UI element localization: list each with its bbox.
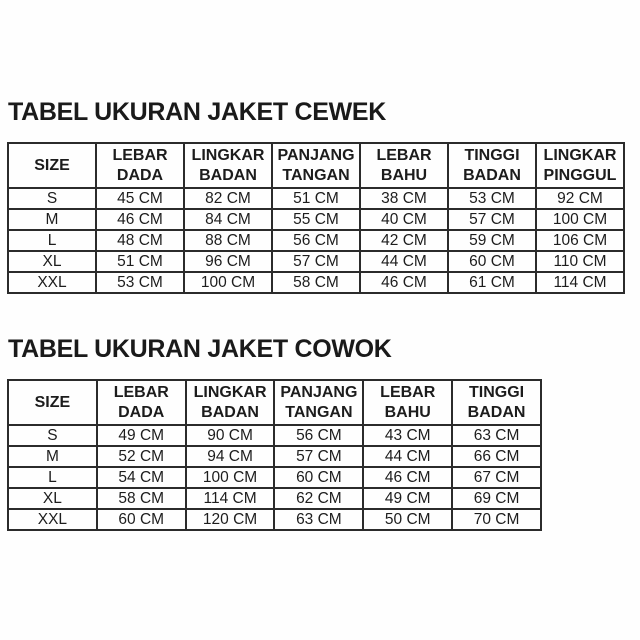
measurement-cell: 48 CM (96, 230, 184, 251)
measurement-cell: 96 CM (184, 251, 272, 272)
measurement-cell: 57 CM (272, 251, 360, 272)
column-header: LEBAR DADA (96, 143, 184, 188)
measurement-cell: 46 CM (96, 209, 184, 230)
measurement-cell: 120 CM (186, 509, 275, 530)
column-header: SIZE (8, 143, 96, 188)
size-cell: XL (8, 251, 96, 272)
table-title-cowok: TABEL UKURAN JAKET COWOK (8, 335, 392, 363)
measurement-cell: 70 CM (452, 509, 541, 530)
table-row (8, 209, 624, 230)
table-title-cewek: TABEL UKURAN JAKET CEWEK (8, 98, 386, 126)
size-cell: XXL (8, 272, 96, 293)
table-row (8, 467, 541, 488)
measurement-cell: 67 CM (452, 467, 541, 488)
measurement-cell: 53 CM (448, 188, 536, 209)
header-row (8, 380, 541, 425)
column-header: PANJANG TANGAN (274, 380, 363, 425)
column-header: LINGKAR BADAN (186, 380, 275, 425)
measurement-cell: 61 CM (448, 272, 536, 293)
measurement-cell: 63 CM (452, 425, 541, 446)
size-table-cewek (7, 142, 625, 294)
measurement-cell: 66 CM (452, 446, 541, 467)
measurement-cell: 56 CM (272, 230, 360, 251)
size-cell: M (8, 209, 96, 230)
measurement-cell: 46 CM (360, 272, 448, 293)
measurement-cell: 50 CM (363, 509, 452, 530)
measurement-cell: 100 CM (184, 272, 272, 293)
table-row (8, 488, 541, 509)
measurement-cell: 59 CM (448, 230, 536, 251)
measurement-cell: 46 CM (363, 467, 452, 488)
header-row (8, 143, 624, 188)
size-cell: XL (8, 488, 97, 509)
table-row (8, 188, 624, 209)
column-header: TINGGI BADAN (452, 380, 541, 425)
size-cell: L (8, 467, 97, 488)
measurement-cell: 114 CM (536, 272, 624, 293)
size-cell: L (8, 230, 96, 251)
column-header: LINGKAR PINGGUL (536, 143, 624, 188)
table-row (8, 509, 541, 530)
size-cell: S (8, 188, 96, 209)
measurement-cell: 88 CM (184, 230, 272, 251)
column-header: TINGGI BADAN (448, 143, 536, 188)
measurement-cell: 57 CM (448, 209, 536, 230)
measurement-cell: 114 CM (186, 488, 275, 509)
measurement-cell: 49 CM (97, 425, 186, 446)
measurement-cell: 43 CM (363, 425, 452, 446)
size-cell: M (8, 446, 97, 467)
table-row (8, 425, 541, 446)
measurement-cell: 62 CM (274, 488, 363, 509)
measurement-cell: 106 CM (536, 230, 624, 251)
measurement-cell: 44 CM (363, 446, 452, 467)
measurement-cell: 60 CM (448, 251, 536, 272)
measurement-cell: 82 CM (184, 188, 272, 209)
column-header: SIZE (8, 380, 97, 425)
measurement-cell: 90 CM (186, 425, 275, 446)
measurement-cell: 40 CM (360, 209, 448, 230)
measurement-cell: 49 CM (363, 488, 452, 509)
measurement-cell: 63 CM (274, 509, 363, 530)
measurement-cell: 38 CM (360, 188, 448, 209)
table-row (8, 272, 624, 293)
column-header: LEBAR DADA (97, 380, 186, 425)
measurement-cell: 94 CM (186, 446, 275, 467)
measurement-cell: 45 CM (96, 188, 184, 209)
measurement-cell: 60 CM (274, 467, 363, 488)
measurement-cell: 58 CM (272, 272, 360, 293)
measurement-cell: 55 CM (272, 209, 360, 230)
measurement-cell: 44 CM (360, 251, 448, 272)
column-header: LEBAR BAHU (363, 380, 452, 425)
size-cell: S (8, 425, 97, 446)
table-row (8, 251, 624, 272)
measurement-cell: 84 CM (184, 209, 272, 230)
column-header: PANJANG TANGAN (272, 143, 360, 188)
measurement-cell: 52 CM (97, 446, 186, 467)
measurement-cell: 69 CM (452, 488, 541, 509)
column-header: LEBAR BAHU (360, 143, 448, 188)
table-row (8, 230, 624, 251)
measurement-cell: 42 CM (360, 230, 448, 251)
measurement-cell: 53 CM (96, 272, 184, 293)
measurement-cell: 54 CM (97, 467, 186, 488)
measurement-cell: 60 CM (97, 509, 186, 530)
measurement-cell: 110 CM (536, 251, 624, 272)
measurement-cell: 92 CM (536, 188, 624, 209)
measurement-cell: 56 CM (274, 425, 363, 446)
measurement-cell: 51 CM (96, 251, 184, 272)
table-row (8, 446, 541, 467)
measurement-cell: 100 CM (186, 467, 275, 488)
measurement-cell: 100 CM (536, 209, 624, 230)
size-table-cowok (7, 379, 542, 531)
size-cell: XXL (8, 509, 97, 530)
measurement-cell: 51 CM (272, 188, 360, 209)
column-header: LINGKAR BADAN (184, 143, 272, 188)
measurement-cell: 58 CM (97, 488, 186, 509)
measurement-cell: 57 CM (274, 446, 363, 467)
